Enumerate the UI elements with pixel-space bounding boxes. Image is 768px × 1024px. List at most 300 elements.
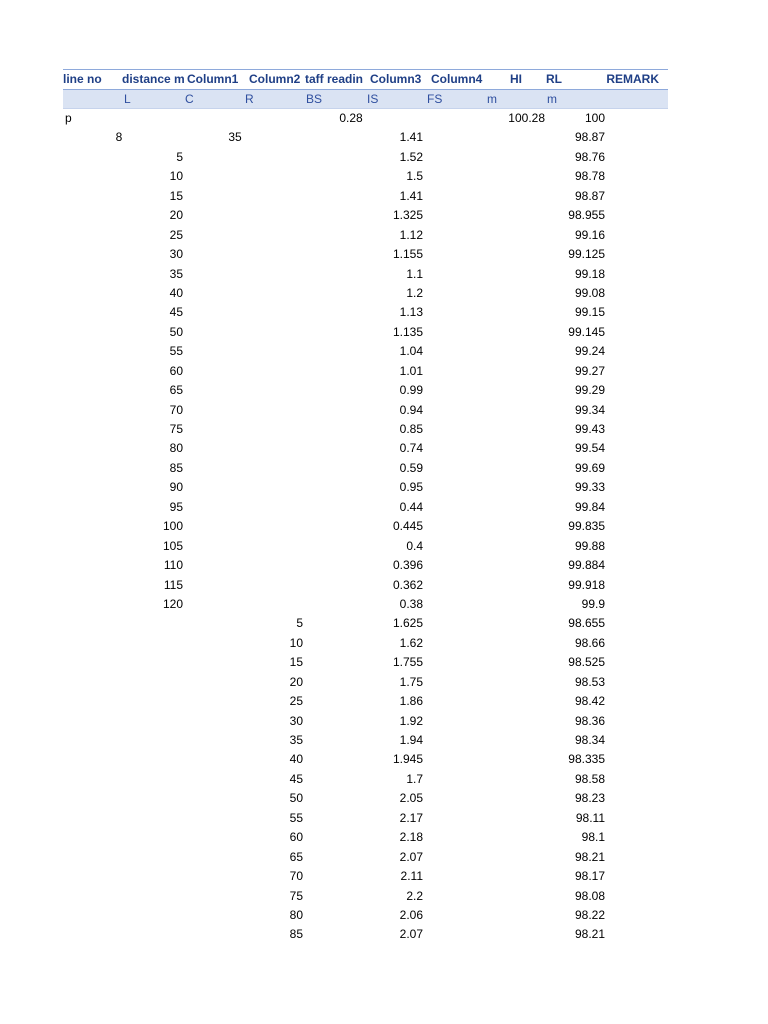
cell-hi[interactable] (495, 595, 545, 614)
cell-distance-r[interactable] (215, 653, 255, 672)
cell-hi[interactable] (495, 362, 545, 381)
cell-hi[interactable] (495, 459, 545, 478)
cell-distance-l[interactable] (99, 265, 139, 284)
cell-hi[interactable] (495, 420, 545, 439)
cell-distance-l[interactable] (99, 245, 139, 264)
cell-is-top[interactable] (331, 614, 371, 633)
cell-is-top[interactable] (331, 634, 371, 653)
cell-distance-l[interactable] (99, 206, 139, 225)
cell-is-top[interactable] (331, 867, 371, 886)
cell-distance-r[interactable] (215, 420, 255, 439)
cell-is-top[interactable] (331, 517, 371, 536)
cell-fs[interactable] (443, 401, 483, 420)
cell-is[interactable]: 1.1 (406, 266, 423, 281)
cell-distance-l[interactable]: 8 (115, 130, 123, 145)
cell-hi[interactable] (495, 576, 545, 595)
cell-distance-c[interactable]: 80 (169, 441, 183, 456)
cell-distance-l[interactable] (99, 828, 139, 847)
cell-hi[interactable] (495, 323, 545, 342)
cell-bs[interactable] (263, 498, 303, 517)
cell-fs[interactable] (443, 517, 483, 536)
cell-bs[interactable] (263, 342, 303, 361)
cell-distance-r[interactable] (215, 809, 255, 828)
cell-bs[interactable] (263, 459, 303, 478)
cell-hi[interactable] (495, 478, 545, 497)
cell-is-top[interactable] (331, 712, 371, 731)
cell-is[interactable]: 2.07 (399, 927, 423, 942)
cell-is-top[interactable] (331, 303, 371, 322)
cell-distance-l[interactable] (99, 478, 139, 497)
cell-distance-r[interactable] (215, 401, 255, 420)
cell-is-top[interactable] (331, 478, 371, 497)
cell-rl[interactable]: 99.84 (574, 499, 605, 514)
cell-distance-l[interactable] (99, 614, 139, 633)
cell-rl[interactable]: 99.88 (574, 538, 605, 553)
cell-hi[interactable] (495, 245, 545, 264)
cell-bs[interactable]: 75 (289, 888, 303, 903)
cell-distance-c[interactable]: 65 (169, 383, 183, 398)
cell-distance-r[interactable] (215, 867, 255, 886)
cell-hi[interactable] (495, 303, 545, 322)
cell-is-top[interactable] (331, 284, 371, 303)
cell-hi[interactable] (495, 439, 545, 458)
cell-rl[interactable]: 98.08 (574, 888, 605, 903)
cell-fs[interactable] (443, 206, 483, 225)
cell-is[interactable]: 0.4 (406, 538, 423, 553)
cell-hi[interactable] (495, 226, 545, 245)
cell-bs[interactable] (263, 148, 303, 167)
cell-distance-r[interactable] (215, 770, 255, 789)
cell-distance-r[interactable] (215, 323, 255, 342)
cell-fs[interactable] (443, 848, 483, 867)
cell-distance-r[interactable] (215, 167, 255, 186)
cell-fs[interactable] (443, 887, 483, 906)
cell-distance-r[interactable] (215, 789, 255, 808)
cell-bs[interactable]: 35 (289, 733, 303, 747)
cell-rl[interactable]: 98.525 (568, 655, 605, 670)
cell-fs[interactable] (443, 226, 483, 245)
cell-bs[interactable] (263, 187, 303, 206)
cell-hi[interactable] (495, 206, 545, 225)
cell-is-top[interactable] (331, 420, 371, 439)
cell-distance-r[interactable] (215, 303, 255, 322)
cell-hi[interactable] (495, 653, 545, 672)
cell-hi[interactable] (495, 828, 545, 847)
cell-rl[interactable]: 98.66 (574, 635, 605, 650)
cell-hi[interactable] (495, 498, 545, 517)
cell-rl[interactable]: 98.87 (574, 130, 605, 145)
cell-distance-c[interactable]: 90 (169, 480, 183, 495)
cell-distance-c[interactable]: 95 (169, 499, 183, 514)
cell-fs[interactable] (443, 673, 483, 692)
cell-is[interactable]: 2.2 (406, 888, 423, 903)
cell-distance-l[interactable] (99, 517, 139, 536)
cell-is[interactable] (373, 109, 423, 128)
cell-hi[interactable] (495, 887, 545, 906)
cell-distance-r[interactable] (215, 478, 255, 497)
cell-is-top[interactable] (331, 925, 371, 944)
cell-rl[interactable]: 99.9 (581, 596, 605, 611)
cell-fs[interactable] (443, 128, 483, 147)
cell-is[interactable]: 1.86 (399, 694, 423, 709)
cell-distance-c[interactable]: 105 (162, 538, 183, 553)
cell-is[interactable]: 1.945 (392, 752, 423, 767)
cell-distance-c[interactable] (143, 925, 183, 944)
cell-distance-c[interactable]: 60 (169, 363, 183, 378)
cell-hi[interactable] (495, 342, 545, 361)
cell-is[interactable]: 1.41 (399, 130, 423, 145)
cell-distance-l[interactable] (99, 925, 139, 944)
cell-distance-r[interactable] (215, 576, 255, 595)
cell-distance-l[interactable] (99, 887, 139, 906)
cell-rl[interactable]: 98.21 (574, 849, 605, 864)
cell-is[interactable]: 0.44 (399, 499, 423, 514)
cell-distance-r[interactable]: 35 (228, 130, 242, 145)
cell-distance-l[interactable] (99, 556, 139, 575)
cell-fs[interactable] (443, 537, 483, 556)
cell-distance-c[interactable] (143, 828, 183, 847)
cell-fs[interactable] (443, 109, 483, 128)
cell-hi[interactable] (495, 712, 545, 731)
cell-distance-l[interactable] (99, 770, 139, 789)
cell-is-top[interactable] (331, 537, 371, 556)
cell-bs[interactable]: 50 (289, 791, 303, 806)
cell-fs[interactable] (443, 653, 483, 672)
cell-is[interactable]: 0.94 (399, 402, 423, 417)
cell-fs[interactable] (443, 595, 483, 614)
cell-bs[interactable] (263, 576, 303, 595)
cell-bs[interactable]: 20 (289, 674, 303, 689)
cell-distance-c[interactable] (143, 887, 183, 906)
cell-rl[interactable]: 99.27 (574, 363, 605, 378)
cell-bs[interactable] (263, 556, 303, 575)
cell-is[interactable]: 1.625 (392, 616, 423, 631)
cell-distance-l[interactable] (99, 653, 139, 672)
cell-distance-c[interactable] (143, 750, 183, 769)
cell-distance-c[interactable]: 10 (169, 169, 183, 184)
cell-distance-c[interactable]: 20 (169, 208, 183, 223)
cell-is-top[interactable] (331, 595, 371, 614)
cell-bs[interactable] (263, 401, 303, 420)
header-hi[interactable]: HI (510, 72, 522, 86)
cell-rl[interactable]: 98.21 (574, 927, 605, 942)
cell-distance-c[interactable] (143, 109, 183, 128)
cell-is-top[interactable] (331, 653, 371, 672)
cell-distance-l[interactable] (99, 439, 139, 458)
cell-is-top[interactable] (331, 576, 371, 595)
cell-distance-l[interactable] (99, 284, 139, 303)
cell-distance-r[interactable] (215, 731, 255, 750)
cell-distance-r[interactable] (215, 265, 255, 284)
cell-distance-c[interactable]: 35 (169, 266, 183, 281)
cell-rl[interactable]: 99.54 (574, 441, 605, 456)
cell-distance-c[interactable] (143, 731, 183, 750)
cell-bs[interactable]: 30 (289, 713, 303, 728)
cell-distance-r[interactable] (215, 848, 255, 867)
cell-is[interactable]: 1.135 (392, 324, 423, 339)
cell-is-top[interactable] (331, 381, 371, 400)
header-column4[interactable]: Column4 (431, 72, 483, 86)
cell-bs[interactable]: 15 (289, 655, 303, 670)
cell-is[interactable]: 1.2 (406, 285, 423, 300)
cell-rl[interactable]: 99.33 (574, 480, 605, 495)
cell-distance-c[interactable]: 30 (169, 247, 183, 262)
cell-distance-r[interactable] (215, 498, 255, 517)
cell-is[interactable]: 1.04 (399, 344, 423, 359)
cell-rl[interactable]: 98.78 (574, 169, 605, 184)
cell-distance-c[interactable]: 115 (163, 577, 183, 592)
cell-hi[interactable] (495, 537, 545, 556)
cell-fs[interactable] (443, 867, 483, 886)
cell-hi[interactable] (495, 848, 545, 867)
cell-distance-l[interactable] (99, 148, 139, 167)
cell-is-top[interactable] (331, 401, 371, 420)
cell-rl[interactable]: 98.87 (574, 188, 605, 203)
cell-distance-c[interactable]: 25 (169, 227, 183, 242)
cell-distance-r[interactable] (215, 109, 255, 128)
cell-rl[interactable]: 98.34 (574, 733, 605, 747)
cell-hi[interactable] (495, 634, 545, 653)
cell-distance-r[interactable] (215, 342, 255, 361)
cell-rl[interactable]: 99.125 (568, 247, 605, 262)
cell-bs[interactable] (263, 381, 303, 400)
cell-fs[interactable] (443, 576, 483, 595)
cell-fs[interactable] (443, 634, 483, 653)
cell-distance-l[interactable] (99, 789, 139, 808)
cell-is-top[interactable] (331, 692, 371, 711)
cell-distance-r[interactable] (215, 226, 255, 245)
cell-is-top[interactable] (331, 887, 371, 906)
cell-rl[interactable]: 99.29 (574, 383, 605, 398)
cell-fs[interactable] (443, 750, 483, 769)
cell-bs[interactable] (263, 128, 303, 147)
cell-rl[interactable]: 98.23 (574, 791, 605, 806)
cell-distance-l[interactable] (99, 401, 139, 420)
cell-distance-r[interactable] (215, 673, 255, 692)
cell-fs[interactable] (443, 187, 483, 206)
cell-fs[interactable] (443, 498, 483, 517)
cell-is[interactable]: 1.41 (399, 188, 423, 203)
cell-is[interactable]: 1.62 (399, 635, 423, 650)
cell-distance-c[interactable] (143, 712, 183, 731)
cell-bs[interactable]: 85 (289, 927, 303, 942)
cell-fs[interactable] (443, 614, 483, 633)
cell-is-top[interactable] (331, 226, 371, 245)
cell-is[interactable]: 0.362 (392, 577, 423, 592)
cell-distance-l[interactable] (99, 342, 139, 361)
cell-bs[interactable] (263, 478, 303, 497)
cell-is-top[interactable] (331, 731, 371, 750)
cell-hi[interactable] (495, 381, 545, 400)
cell-is[interactable]: 0.85 (399, 422, 423, 436)
cell-fs[interactable] (443, 925, 483, 944)
cell-fs[interactable] (443, 712, 483, 731)
cell-hi[interactable] (495, 614, 545, 633)
cell-distance-l[interactable] (99, 595, 139, 614)
cell-fs[interactable] (443, 265, 483, 284)
cell-distance-c[interactable] (143, 614, 183, 633)
cell-distance-r[interactable] (215, 556, 255, 575)
cell-hi[interactable] (495, 770, 545, 789)
cell-is[interactable]: 2.07 (399, 849, 423, 864)
cell-is[interactable]: 1.94 (399, 733, 423, 747)
cell-hi[interactable] (495, 750, 545, 769)
cell-rl[interactable]: 99.43 (574, 422, 605, 436)
cell-is-top[interactable] (331, 167, 371, 186)
cell-fs[interactable] (443, 323, 483, 342)
cell-distance-l[interactable] (99, 109, 139, 128)
cell-fs[interactable] (443, 770, 483, 789)
cell-distance-l[interactable] (99, 712, 139, 731)
cell-bs[interactable] (263, 167, 303, 186)
cell-hi[interactable] (495, 187, 545, 206)
cell-is[interactable]: 1.325 (392, 208, 423, 223)
cell-rl[interactable]: 98.58 (574, 771, 605, 786)
cell-rl[interactable]: 98.42 (574, 694, 605, 709)
cell-bs[interactable] (263, 439, 303, 458)
cell-bs[interactable]: 80 (289, 907, 303, 922)
cell-fs[interactable] (443, 906, 483, 925)
cell-distance-l[interactable] (99, 673, 139, 692)
cell-hi[interactable] (495, 692, 545, 711)
cell-distance-l[interactable] (99, 459, 139, 478)
cell-bs[interactable] (263, 595, 303, 614)
cell-distance-r[interactable] (215, 362, 255, 381)
cell-is-top[interactable] (331, 323, 371, 342)
cell-rl[interactable]: 98.36 (574, 713, 605, 728)
cell-hi[interactable] (495, 556, 545, 575)
header-distance[interactable]: distance m (122, 72, 185, 86)
cell-fs[interactable] (443, 692, 483, 711)
cell-distance-c[interactable] (143, 789, 183, 808)
cell-distance-l[interactable] (99, 537, 139, 556)
cell-distance-r[interactable] (215, 692, 255, 711)
cell-is-top[interactable] (331, 673, 371, 692)
cell-is-top[interactable] (331, 206, 371, 225)
cell-bs[interactable] (263, 265, 303, 284)
cell-distance-l[interactable] (99, 167, 139, 186)
cell-distance-r[interactable] (215, 245, 255, 264)
cell-distance-c[interactable]: 85 (169, 460, 183, 475)
cell-fs[interactable] (443, 167, 483, 186)
cell-rl[interactable]: 98.1 (581, 830, 605, 845)
cell-distance-l[interactable] (99, 226, 139, 245)
cell-is-top[interactable] (331, 362, 371, 381)
cell-distance-c[interactable] (143, 809, 183, 828)
cell-is[interactable]: 0.95 (399, 480, 423, 495)
cell-hi[interactable] (495, 167, 545, 186)
cell-rl[interactable]: 98.955 (568, 208, 605, 223)
cell-hi[interactable] (495, 284, 545, 303)
cell-is-top[interactable] (331, 809, 371, 828)
cell-is-top[interactable] (331, 498, 371, 517)
cell-distance-r[interactable] (215, 537, 255, 556)
cell-is[interactable]: 0.59 (399, 460, 423, 475)
cell-fs[interactable] (443, 556, 483, 575)
cell-is[interactable]: 1.755 (392, 655, 423, 670)
cell-distance-r[interactable] (215, 381, 255, 400)
cell-rl[interactable]: 99.18 (574, 266, 605, 281)
cell-distance-r[interactable] (215, 887, 255, 906)
cell-is-top[interactable] (331, 848, 371, 867)
cell-fs[interactable] (443, 284, 483, 303)
header-column2[interactable]: Column2 (249, 72, 301, 86)
cell-is[interactable]: 1.12 (399, 227, 423, 242)
cell-rl[interactable]: 99.145 (568, 324, 605, 339)
cell-fs[interactable] (443, 731, 483, 750)
cell-is[interactable]: 0.445 (392, 519, 423, 534)
cell-rl[interactable]: 99.15 (574, 305, 605, 320)
cell-distance-c[interactable] (143, 906, 183, 925)
cell-rl[interactable]: 99.24 (574, 344, 605, 359)
cell-distance-l[interactable] (99, 303, 139, 322)
cell-bs[interactable]: 65 (289, 849, 303, 864)
cell-fs[interactable] (443, 342, 483, 361)
cell-bs[interactable] (263, 303, 303, 322)
cell-fs[interactable] (443, 789, 483, 808)
cell-fs[interactable] (443, 828, 483, 847)
cell-distance-c[interactable]: 100 (162, 519, 183, 534)
cell-distance-r[interactable] (215, 906, 255, 925)
cell-hi[interactable] (495, 265, 545, 284)
cell-hi[interactable] (495, 925, 545, 944)
cell-distance-c[interactable]: 120 (162, 596, 183, 611)
header-rl[interactable]: RL (546, 72, 562, 86)
cell-bs[interactable] (263, 206, 303, 225)
cell-rl[interactable]: 98.17 (574, 869, 605, 884)
cell-hi[interactable] (495, 867, 545, 886)
cell-line-no[interactable]: p (65, 111, 72, 125)
cell-bs[interactable] (263, 517, 303, 536)
cell-fs[interactable] (443, 459, 483, 478)
cell-distance-r[interactable] (215, 517, 255, 536)
cell-rl[interactable]: 98.11 (575, 810, 605, 825)
cell-distance-l[interactable] (99, 731, 139, 750)
cell-bs[interactable] (263, 323, 303, 342)
cell-is[interactable]: 1.155 (392, 247, 423, 262)
cell-is-top[interactable] (331, 556, 371, 575)
cell-distance-c[interactable]: 45 (169, 305, 183, 320)
cell-distance-c[interactable]: 5 (176, 149, 183, 164)
cell-distance-c[interactable]: 50 (169, 324, 183, 339)
cell-bs[interactable] (263, 109, 303, 128)
cell-distance-l[interactable] (99, 634, 139, 653)
cell-bs[interactable]: 45 (289, 771, 303, 786)
cell-is-top[interactable]: 0.28 (339, 111, 363, 125)
cell-distance-r[interactable] (215, 925, 255, 944)
cell-hi[interactable] (495, 673, 545, 692)
cell-distance-r[interactable] (215, 634, 255, 653)
cell-is[interactable]: 0.396 (392, 558, 423, 573)
cell-hi[interactable] (495, 401, 545, 420)
cell-bs[interactable]: 25 (289, 694, 303, 709)
cell-distance-l[interactable] (99, 187, 139, 206)
cell-distance-l[interactable] (99, 420, 139, 439)
cell-is[interactable]: 1.7 (406, 771, 423, 786)
cell-rl[interactable]: 98.22 (574, 907, 605, 922)
header-remark[interactable]: REMARK (606, 72, 659, 86)
cell-fs[interactable] (443, 148, 483, 167)
cell-is[interactable]: 1.52 (399, 149, 423, 164)
cell-is[interactable]: 1.13 (399, 305, 423, 320)
cell-is[interactable]: 1.5 (406, 169, 423, 184)
cell-is-top[interactable] (331, 342, 371, 361)
cell-bs[interactable] (263, 537, 303, 556)
cell-bs[interactable] (263, 226, 303, 245)
cell-hi[interactable] (495, 148, 545, 167)
cell-fs[interactable] (443, 381, 483, 400)
cell-fs[interactable] (443, 809, 483, 828)
